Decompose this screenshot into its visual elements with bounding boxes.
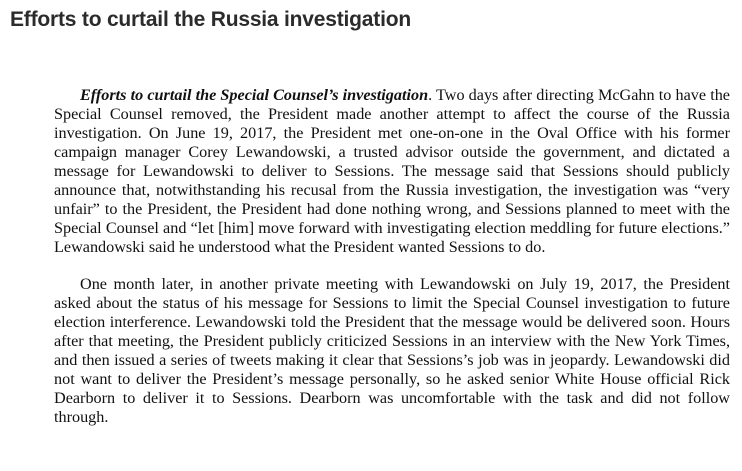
page-headline: Efforts to curtail the Russia investigation [10,8,411,31]
paragraph-2-text: One month later, in another private meeting with Lewandowski on July 19, 2017, the President asked about the status of his message for Sessions to limit the Special Counsel investigation to future election interference. Lewandowski told the President that the message would be delivered soon. Hours after that meeting, the President publicly criticized Sessions in an interview with the New York Times, and then issued a series of tweets making it clear that Sessions’s job was in jeopardy. Lewandowski did not want to deliver the President’s message personally, so he asked senior White House official Rick Dearborn to deliver it to Sessions. Dearborn was uncomfortable with the task and did not follow through. [54,275,730,426]
paragraph-1 [54,86,730,257]
paragraph-2 [54,275,730,427]
paragraph-1-lead: Efforts to curtail the Special Counsel’s investigation [80,86,429,104]
document-excerpt [54,86,730,427]
paragraph-1-text: . Two days after directing McGahn to have the Special Counsel removed, the President made another attempt to affect the course of the Russia investigation. On June 19, 2017, the President met one-on-one in the Oval Office with his former campaign manager Corey Lewandowski, a trusted advisor outside the government, and dictated a message for Lewandowski to deliver to Sessions. The message said that Sessions should publicly announce that, notwithstanding his recusal from the Russia investigation, the investigation was “very unfair” to the President, the President had done nothing wrong, and Sessions planned to meet with the Special Counsel and “let [him] move forward with investigating election meddling for future elections.” Lewandowski said he understood what the President wanted Sessions to do. [54,86,730,256]
